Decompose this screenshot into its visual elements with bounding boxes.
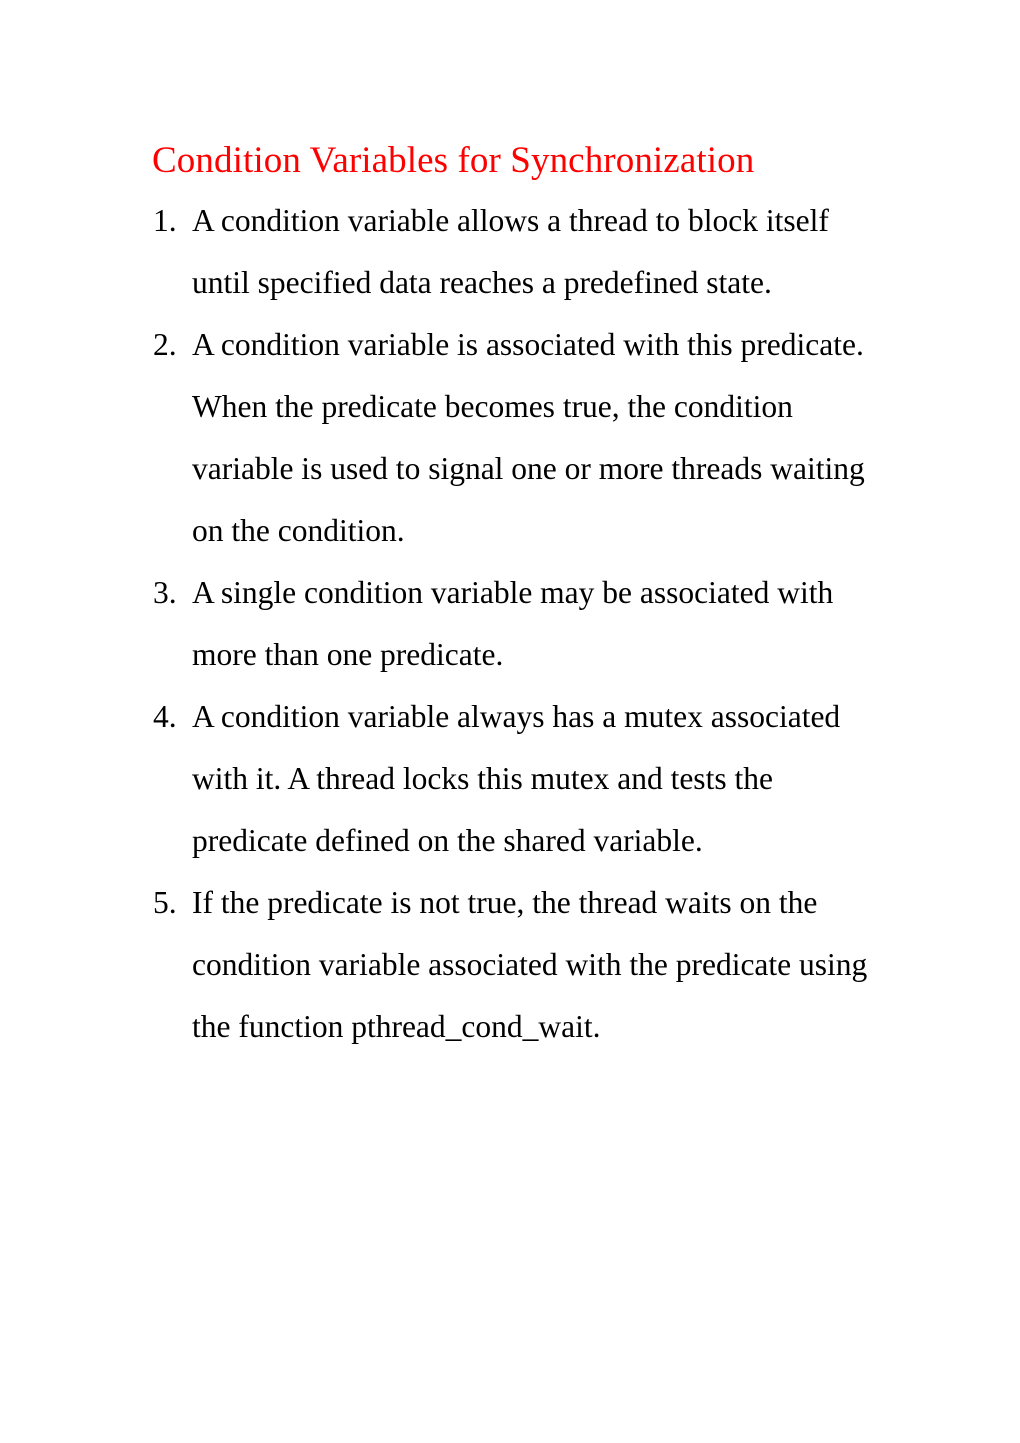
list-item <box>152 190 882 314</box>
list-item <box>152 314 882 562</box>
list-item <box>152 686 882 872</box>
text-line: A condition variable allows a thread to block itself <box>192 203 829 238</box>
list-item-marker: 3. <box>153 575 177 610</box>
list-item <box>152 562 882 686</box>
list-item-marker: 1. <box>153 203 177 238</box>
page-title: Condition Variables for Synchronization <box>152 140 755 181</box>
list-item-marker: 4. <box>153 699 177 734</box>
text-line: A condition variable always has a mutex associated <box>192 699 841 734</box>
text-line: predicate defined on the shared variable. <box>192 823 703 858</box>
text-line: on the condition. <box>192 513 405 548</box>
list-item-marker: 5. <box>153 885 177 920</box>
list-item-text <box>192 686 882 872</box>
text-line: When the predicate becomes true, the condition <box>192 389 793 424</box>
text-line: A condition variable is associated with this predicate. <box>192 327 864 362</box>
text-line: A single condition variable may be associated with <box>192 575 834 610</box>
list-item-marker: 2. <box>153 327 177 362</box>
numbered-list <box>152 190 882 1058</box>
text-line: until specified data reaches a predefined state. <box>192 265 772 300</box>
list-item-text <box>192 872 882 1058</box>
list-item-text <box>192 562 882 686</box>
text-line: the function pthread_cond_wait. <box>192 1009 601 1044</box>
list-item <box>152 872 882 1058</box>
list-item-text <box>192 314 882 562</box>
text-line: variable is used to signal one or more threads waiting <box>192 451 865 486</box>
text-line: with it. A thread locks this mutex and tests the <box>192 761 773 796</box>
text-line: If the predicate is not true, the thread waits on the <box>192 885 818 920</box>
text-line: condition variable associated with the predicate using <box>192 947 868 982</box>
document-content <box>152 136 882 1058</box>
list-item-text <box>192 190 882 314</box>
text-line: more than one predicate. <box>192 637 504 672</box>
